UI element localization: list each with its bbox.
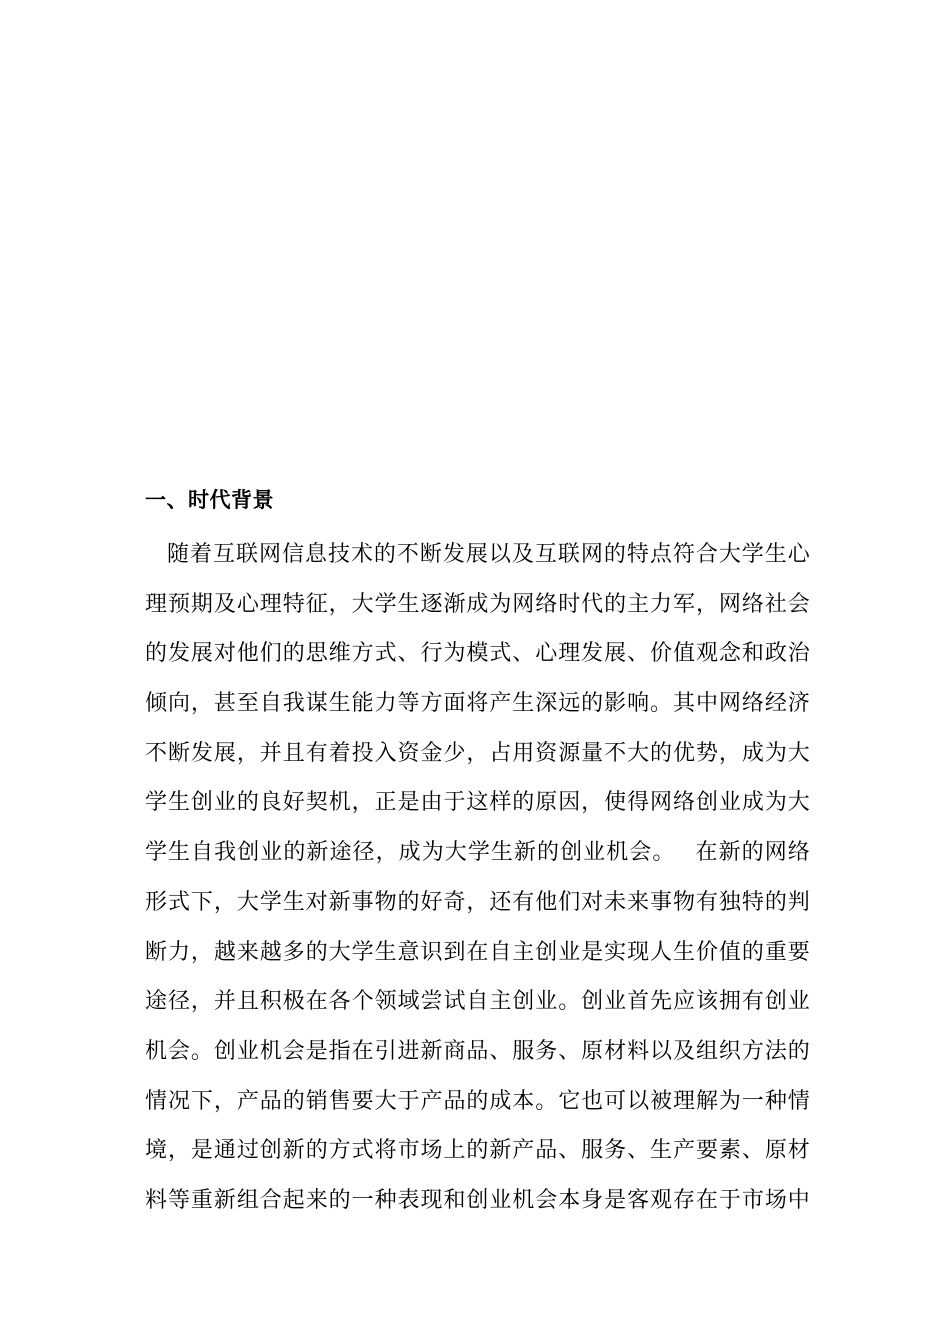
text-line: 途径，并且积极在各个领域尝试自主创业。创业首先应该拥有创业 [145,989,810,1015]
text-line: 形式下，大学生对新事物的好奇，还有他们对未来事物有独特的判 [145,889,810,915]
text-line: 学生创业的良好契机，正是由于这样的原因，使得网络创业成为大 [145,790,810,816]
section-heading: 一、时代背景 [145,487,274,512]
text-line: 学生自我创业的新途径，成为大学生新的创业机会。 在新的网络 [145,840,810,866]
text-line: 随着互联网信息技术的不断发展以及互联网的特点符合大学生心 [167,542,810,567]
text-line: 不断发展，并且有着投入资金少，占用资源量不大的优势，成为大 [145,740,810,766]
text-line: 料等重新组合起来的一种表现和创业机会本身是客观存在于市场中 [145,1187,810,1213]
text-line: 倾向，甚至自我谋生能力等方面将产生深远的影响。其中网络经济 [145,691,810,717]
text-line: 理预期及心理特征，大学生逐渐成为网络时代的主力军，网络社会 [145,591,810,617]
text-line: 情况下，产品的销售要大于产品的成本。它也可以被理解为一种情 [145,1088,810,1114]
body-paragraph [145,541,810,1237]
text-line: 境，是通过创新的方式将市场上的新产品、服务、生产要素、原材 [145,1138,810,1164]
text-line: 的发展对他们的思维方式、行为模式、心理发展、价值观念和政治 [145,641,810,667]
text-line: 机会。创业机会是指在引进新商品、服务、原材料以及组织方法的 [145,1038,810,1064]
text-line: 断力，越来越多的大学生意识到在自主创业是实现人生价值的重要 [145,939,810,965]
